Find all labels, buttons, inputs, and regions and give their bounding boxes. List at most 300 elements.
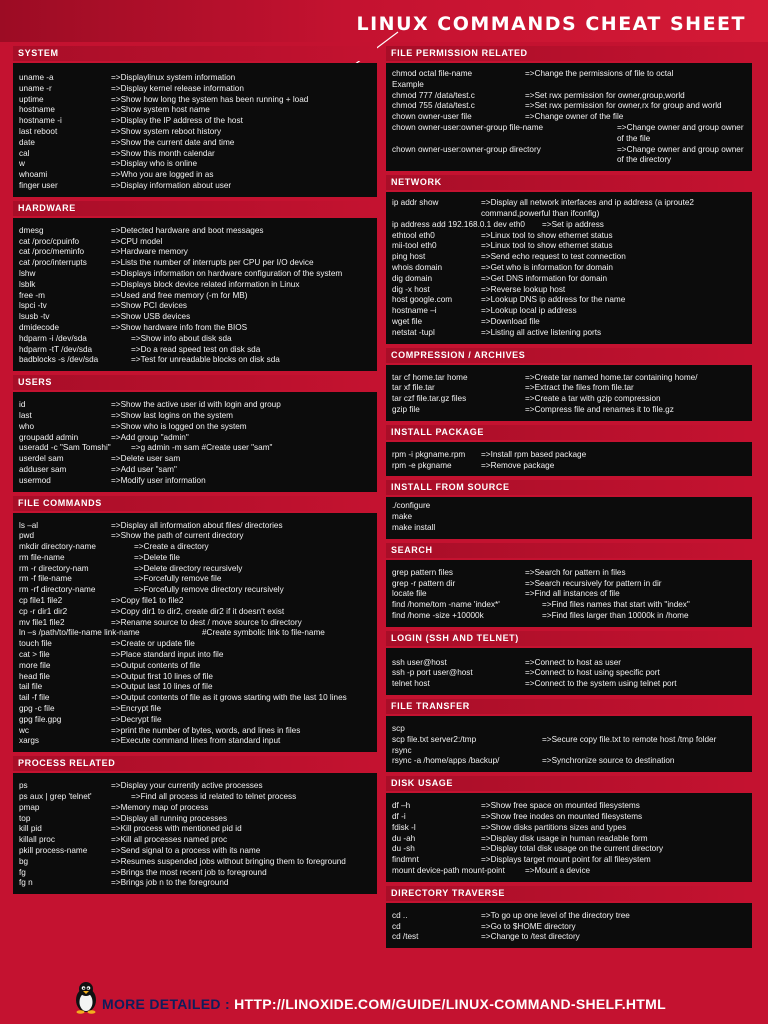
command-row: [392, 855, 747, 866]
command-text: ethtool eth0: [392, 230, 435, 240]
command-description: =>Find files names that start with "index": [542, 600, 690, 610]
command-description: =>Extract the files from file.tar: [525, 383, 634, 393]
command-row: [19, 237, 372, 248]
command-text: cp file1 file2: [19, 596, 63, 606]
command-row: [392, 834, 747, 845]
command-row: [19, 868, 372, 879]
command-row: [19, 682, 372, 693]
command-row: [392, 306, 747, 317]
command-row: [19, 334, 372, 345]
command-description: =>Remove package: [481, 460, 555, 470]
page-title: LINUX COMMANDS CHEAT SHEET: [356, 13, 746, 35]
command-text: groupadd admin: [19, 432, 79, 442]
command-text: whoami: [19, 170, 48, 180]
command-description: =>Decrypt file: [111, 714, 162, 724]
command-row: [392, 746, 747, 757]
command-text: cd /test: [392, 932, 419, 942]
section-file-permission-related: [386, 46, 752, 171]
command-text: last reboot: [19, 126, 58, 136]
command-text: rsync: [392, 745, 412, 755]
command-text: findmnt: [392, 855, 419, 865]
command-text: useradd -c "Sam Tomshi": [19, 443, 111, 453]
command-description: =>Find all instances of file: [525, 589, 620, 599]
command-description: =>Delete user sam: [111, 454, 181, 464]
command-description: =>Get who is information for domain: [481, 262, 613, 272]
command-description: =>Display all network interfaces and ip address (a iproute2 command,powerful than ifconfig): [481, 198, 694, 218]
command-description: =>Display your currently active processes: [111, 781, 263, 791]
command-description: =>Forcefully remove file: [134, 574, 222, 584]
command-text: usermod: [19, 475, 51, 485]
command-row: [19, 269, 372, 280]
command-row: [19, 585, 372, 596]
command-row: [19, 607, 372, 618]
command-description: =>Find all process id related to telnet process: [131, 792, 297, 802]
section-panel: [386, 903, 752, 948]
command-text: mv file1 file2: [19, 617, 65, 627]
command-row: [19, 149, 372, 160]
section-disk-usage: [386, 776, 752, 882]
command-description: =>g admin -m sam #Create user "sam": [131, 443, 273, 453]
command-description: =>Lists the number of interrupts per CPU per I/O device: [111, 258, 314, 268]
command-text: uname -r: [19, 83, 52, 93]
command-description: =>Displays information on hardware configuration of the system: [111, 268, 343, 278]
command-text: uptime: [19, 94, 44, 104]
command-description: =>Change the permissions of file to octal: [525, 69, 674, 78]
section-heading: FILE PERMISSION RELATED: [386, 46, 752, 61]
footer-link[interactable]: HTTP://LINOXIDE.COM/GUIDE/LINUX-COMMAND-SHELF.HTML: [234, 996, 666, 1012]
command-description: =>Add user "sam": [111, 464, 177, 474]
command-row: [392, 668, 747, 679]
section-install-from-source: [386, 480, 752, 538]
command-row: [392, 198, 747, 220]
command-row: [19, 116, 372, 127]
command-description: =>Displays block device related information in Linux: [111, 279, 300, 289]
command-description: =>Send signal to a process with its name: [111, 846, 261, 856]
command-text: kill pid: [19, 824, 42, 834]
section-panel: [13, 773, 377, 894]
command-text: chown owner-user file: [392, 112, 472, 122]
section-process-related: [13, 756, 377, 894]
command-row: [19, 454, 372, 465]
command-text: find /home -size +10000k: [392, 610, 484, 620]
command-description: =>Displaylinux system information: [111, 73, 236, 82]
command-row: [392, 295, 747, 306]
command-description: =>Linux tool to show ethernet status: [481, 241, 613, 251]
command-text: dig -x host: [392, 284, 430, 294]
command-text: find /home/tom -name 'index*': [392, 600, 500, 610]
command-text: telnet host: [392, 679, 430, 689]
command-row: [392, 317, 747, 328]
command-row: [19, 127, 372, 138]
command-text: mkdir directory-name: [19, 542, 96, 552]
command-row: [392, 823, 747, 834]
command-text: uname -a: [19, 73, 54, 82]
command-text: lspci -tv: [19, 301, 47, 311]
command-description: =>Lookup DNS ip address for the name: [481, 295, 626, 305]
command-row: [392, 579, 747, 590]
command-description: =>Show how long the system has been running + load: [111, 94, 309, 104]
command-row: [19, 857, 372, 868]
footer-label: MORE DETAILED :: [102, 996, 230, 1012]
command-text: rpm -i pkgname.rpm: [392, 449, 466, 459]
command-description: =>Connect to host as user: [525, 657, 622, 667]
command-text: pwd: [19, 531, 35, 541]
command-row: [392, 812, 747, 823]
section-users: [13, 375, 377, 491]
command-text: xargs: [19, 736, 40, 746]
command-row: [19, 824, 372, 835]
command-description: =>Compress file and renames it to file.gz: [525, 404, 674, 414]
command-description: =>Create or update file: [111, 639, 195, 649]
command-text: rm -f file-name: [19, 574, 72, 584]
command-text: ls –al: [19, 520, 39, 530]
section-panel: [386, 648, 752, 695]
command-row: [19, 661, 372, 672]
command-text: gpg file.gpg: [19, 714, 62, 724]
command-row: [19, 639, 372, 650]
command-text: grep -r pattern dir: [392, 578, 456, 588]
command-text: hostname –i: [392, 306, 437, 316]
command-row: [19, 693, 372, 704]
command-description: =>Show system host name: [111, 105, 210, 115]
command-text: grep pattern files: [392, 567, 453, 577]
section-heading: INSTALL FROM SOURCE: [386, 480, 752, 495]
section-panel: [386, 365, 752, 421]
command-row: [19, 312, 372, 323]
command-text: cd ..: [392, 910, 408, 920]
section-login-ssh-and-telnet: [386, 631, 752, 695]
command-text: ip addr show: [392, 198, 439, 208]
left-column: [13, 46, 377, 898]
command-description: =>Detected hardware and boot messages: [111, 225, 264, 235]
command-description: =>print the number of bytes, words, and lines in files: [111, 725, 301, 735]
command-row: [392, 394, 747, 405]
command-text: ./configure: [392, 501, 431, 511]
command-text: hostname: [19, 105, 55, 115]
command-text: finger user: [19, 180, 58, 190]
command-description: =>Secure copy file.txt to remote host /tmp folder: [542, 734, 717, 744]
command-description: =>Display who is online: [111, 159, 198, 169]
command-text: cat > file: [19, 650, 50, 660]
command-description: =>CPU model: [111, 236, 163, 246]
command-description: =>Create a tar with gzip compression: [525, 394, 661, 404]
command-text: adduser sam: [19, 464, 67, 474]
command-row: [392, 69, 747, 80]
command-row: [392, 145, 747, 167]
command-text: chown owner-user:owner-group directory: [392, 144, 541, 154]
command-description: =>Delete directory recursively: [134, 563, 243, 573]
command-description: =>Connect to host using specific port: [525, 668, 660, 678]
command-row: [19, 564, 372, 575]
command-description: =>Modify user information: [111, 475, 206, 485]
command-description: =>Display information about user: [111, 180, 232, 190]
command-text: du -ah: [392, 833, 416, 843]
command-description: =>Show system reboot history: [111, 126, 222, 136]
command-row: [19, 846, 372, 857]
command-row: [392, 112, 747, 123]
command-text: ssh user@host: [392, 657, 447, 667]
section-heading: SEARCH: [386, 543, 752, 558]
command-description: =>Go to $HOME directory: [481, 921, 576, 931]
command-text: tar czf file.tar.gz files: [392, 394, 467, 404]
command-row: [19, 411, 372, 422]
command-row: [19, 596, 372, 607]
right-column: [386, 46, 752, 952]
footer-text: [102, 996, 666, 1012]
command-text: chmod 777 /data/test.c: [392, 90, 475, 100]
command-text: pmap: [19, 802, 40, 812]
command-text: hdparm -i /dev/sda: [19, 333, 87, 343]
command-text: more file: [19, 660, 51, 670]
command-text: ssh -p port user@host: [392, 668, 473, 678]
command-row: [19, 170, 372, 181]
section-panel: [386, 192, 752, 343]
command-description: #Create symbolic link to file-name: [202, 628, 325, 638]
command-row: [392, 373, 747, 384]
section-heading: USERS: [13, 375, 377, 390]
command-row: [19, 736, 372, 747]
section-compression-archives: [386, 348, 752, 421]
command-text: cp -r dir1 dir2: [19, 606, 68, 616]
command-description: =>Change to /test directory: [481, 932, 580, 942]
command-description: =>Connect to the system using telnet port: [525, 679, 677, 689]
command-text: dmesg: [19, 225, 44, 235]
section-heading: HARDWARE: [13, 201, 377, 216]
command-text: killall proc: [19, 835, 55, 845]
command-description: =>Set rwx permission for owner,rx for group and world: [525, 101, 722, 111]
command-description: =>Send echo request to test connection: [481, 252, 626, 262]
command-description: =>Linux tool to show ethernet status: [481, 230, 613, 240]
command-text: userdel sam: [19, 454, 64, 464]
command-text: cat /proc/cpuinfo: [19, 236, 80, 246]
command-description: =>Change owner and group owner of the directory: [617, 144, 744, 165]
command-row: [392, 801, 747, 812]
section-panel: [13, 392, 377, 491]
command-text: ps aux | grep 'telnet': [19, 792, 92, 802]
command-row: [19, 258, 372, 269]
command-description: =>Displays target mount point for all filesystem: [481, 855, 651, 865]
command-row: [19, 553, 372, 564]
command-description: =>Do a read speed test on disk sda: [131, 344, 261, 354]
command-text: dmidecode: [19, 322, 60, 332]
command-description: =>Synchronize source to destination: [542, 756, 675, 766]
command-row: [19, 247, 372, 258]
command-text: wget file: [392, 316, 423, 326]
command-description: =>Output first 10 lines of file: [111, 671, 213, 681]
command-text: tail file: [19, 682, 43, 692]
command-text: date: [19, 137, 35, 147]
command-text: locate file: [392, 589, 427, 599]
section-install-package: [386, 425, 752, 477]
command-row: [392, 91, 747, 102]
command-row: [392, 512, 747, 523]
command-row: [19, 726, 372, 737]
command-description: =>Hardware memory: [111, 247, 188, 257]
section-search: [386, 543, 752, 627]
command-description: =>Add group "admin": [111, 432, 189, 442]
command-row: [19, 781, 372, 792]
command-row: [19, 803, 372, 814]
section-panel: [386, 793, 752, 882]
command-row: [392, 383, 747, 394]
command-description: =>Show the path of current directory: [111, 531, 244, 541]
command-row: [392, 523, 747, 534]
command-row: [392, 123, 747, 145]
command-row: [19, 715, 372, 726]
command-row: [392, 568, 747, 579]
command-text: fg n: [19, 878, 33, 888]
command-row: [19, 433, 372, 444]
section-heading: LOGIN (SSH AND TELNET): [386, 631, 752, 646]
command-description: =>Display the IP address of the host: [111, 116, 243, 126]
command-row: [392, 611, 747, 622]
command-text: tar xf file.tar: [392, 383, 435, 393]
command-description: =>Show who is logged on the system: [111, 421, 247, 431]
command-row: [19, 476, 372, 487]
command-row: [392, 328, 747, 339]
section-panel: [13, 513, 377, 753]
command-row: [19, 531, 372, 542]
section-heading: DIRECTORY TRAVERSE: [386, 886, 752, 901]
command-row: [19, 73, 372, 84]
command-text: fg: [19, 867, 26, 877]
command-description: =>Show free space on mounted filesystems: [481, 801, 640, 811]
command-text: tail -f file: [19, 693, 50, 703]
command-row: [392, 285, 747, 296]
command-text: chown owner-user:owner-group file-name: [392, 122, 544, 132]
command-description: =>Execute command lines from standard input: [111, 736, 281, 746]
command-text: df -i: [392, 812, 406, 822]
command-text: cat /proc/interrupts: [19, 258, 87, 268]
section-panel: [386, 497, 752, 538]
command-row: [392, 735, 747, 746]
section-heading: DISK USAGE: [386, 776, 752, 791]
command-text: ps: [19, 781, 28, 791]
command-row: [19, 181, 372, 192]
command-text: rm file-name: [19, 552, 65, 562]
command-text: cal: [19, 148, 30, 158]
command-description: =>Test for unreadable blocks on disk sda: [131, 355, 280, 365]
command-row: [392, 252, 747, 263]
command-row: [392, 263, 747, 274]
command-row: [19, 422, 372, 433]
command-row: [19, 400, 372, 411]
section-heading: PROCESS RELATED: [13, 756, 377, 771]
command-description: =>Install rpm based package: [481, 449, 587, 459]
command-row: [392, 922, 747, 933]
command-description: =>Resumes suspended jobs without bringing them to foreground: [111, 856, 346, 866]
command-row: [392, 600, 747, 611]
section-system: [13, 46, 377, 197]
command-description: =>Display disk usage in human readable form: [481, 833, 648, 843]
command-text: head file: [19, 671, 50, 681]
command-text: rm -rf directory-name: [19, 585, 96, 595]
command-description: =>Create a directory: [134, 542, 209, 552]
command-description: =>Create tar named home.tar containing home/: [525, 372, 698, 382]
command-text: tar cf home.tar home: [392, 372, 468, 382]
section-heading: COMPRESSION / ARCHIVES: [386, 348, 752, 363]
command-row: [19, 105, 372, 116]
command-row: [19, 226, 372, 237]
command-text: host google.com: [392, 295, 453, 305]
command-description: =>Mount a device: [525, 866, 591, 876]
command-text: lsusb -tv: [19, 312, 50, 322]
command-description: =>Listing all active listening ports: [481, 327, 602, 337]
section-heading: INSTALL PACKAGE: [386, 425, 752, 440]
command-description: =>Output last 10 lines of file: [111, 682, 213, 692]
command-description: =>Set ip address: [542, 219, 604, 229]
section-network: [386, 175, 752, 343]
command-text: mii-tool eth0: [392, 241, 437, 251]
section-panel: [13, 218, 377, 371]
command-row: [392, 866, 747, 877]
command-description: =>Output contents of file: [111, 660, 201, 670]
section-hardware: [13, 201, 377, 371]
command-row: [392, 724, 747, 735]
command-row: [392, 231, 747, 242]
command-description: =>Copy file1 to file2: [111, 596, 184, 606]
command-text: who: [19, 421, 35, 431]
command-description: =>Search recursively for pattern in dir: [525, 578, 662, 588]
command-row: [19, 521, 372, 532]
command-description: =>Download file: [481, 316, 540, 326]
command-text: rsync -a /home/apps /backup/: [392, 756, 500, 766]
command-text: netstat -tupl: [392, 327, 435, 337]
command-text: rm -r directory-nam: [19, 563, 89, 573]
command-row: [19, 159, 372, 170]
command-text: dig domain: [392, 273, 433, 283]
command-description: =>Show this month calendar: [111, 148, 215, 158]
command-row: [19, 542, 372, 553]
command-text: hdparm -tT /dev/sda: [19, 344, 93, 354]
command-text: whois domain: [392, 262, 443, 272]
command-text: ping host: [392, 252, 426, 262]
command-description: =>Encrypt file: [111, 704, 162, 714]
command-text: touch file: [19, 639, 52, 649]
command-text: chmod octal file-name: [392, 69, 473, 78]
command-row: [19, 704, 372, 715]
command-row: [392, 450, 747, 461]
command-row: [392, 589, 747, 600]
command-row: [19, 618, 372, 629]
section-directory-traverse: [386, 886, 752, 948]
command-text: lsblk: [19, 279, 36, 289]
command-text: cd: [392, 921, 401, 931]
command-row: [392, 844, 747, 855]
command-description: =>Display total disk usage on the current directory: [481, 844, 664, 854]
footer: [0, 986, 768, 1024]
command-text: lshw: [19, 268, 36, 278]
command-description: =>Who you are logged in as: [111, 170, 214, 180]
command-description: =>Show the current date and time: [111, 137, 235, 147]
command-description: =>Change owner and group owner of the file: [617, 122, 744, 143]
command-description: =>Lookup local ip address: [481, 306, 577, 316]
command-row: [392, 756, 747, 767]
command-text: hostname -i: [19, 116, 62, 126]
command-description: =>Delete file: [134, 552, 180, 562]
command-description: =>Kill all processes named proc: [111, 835, 228, 845]
command-description: =>Show the active user id with login and group: [111, 400, 281, 410]
command-description: =>Show last logins on the system: [111, 410, 233, 420]
command-row: [392, 80, 747, 91]
command-description: =>Show free inodes on mounted filesystems: [481, 812, 643, 822]
command-description: =>To go up one level of the directory tree: [481, 910, 630, 920]
command-description: =>Display kernel release information: [111, 83, 244, 93]
command-row: [392, 501, 747, 512]
command-text: df –h: [392, 801, 411, 811]
command-row: [19, 355, 372, 366]
command-description: =>Used and free memory (-m for MB): [111, 290, 248, 300]
